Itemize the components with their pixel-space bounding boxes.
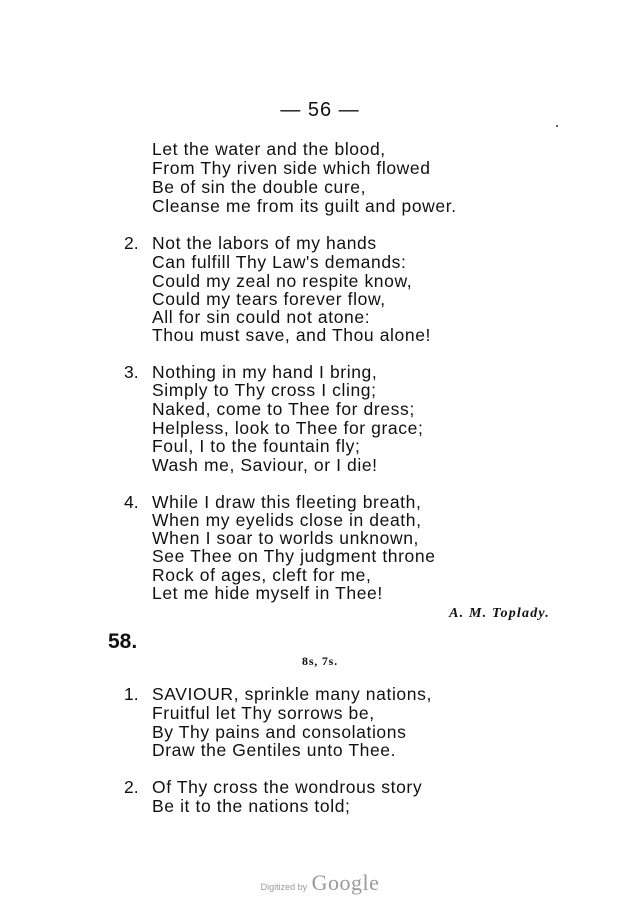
verse-line: By Thy pains and consolations <box>152 722 407 742</box>
digitized-by-label: Digitized by <box>260 882 308 892</box>
verse-line: Naked, come to Thee for dress; <box>152 399 415 419</box>
verse-line: Rock of ages, cleft for me, <box>152 565 372 585</box>
print-speck <box>556 125 558 127</box>
verse-line: Thou must save, and Thou alone! <box>152 325 431 345</box>
google-wordmark: Google <box>311 870 380 895</box>
page-number: — 56 — <box>280 99 360 121</box>
hymn-number: 58. <box>108 630 138 653</box>
verse-line: When I soar to worlds unknown, <box>152 528 420 548</box>
stanza-number: 1. <box>124 684 139 704</box>
verse-line: Fruitful let Thy sorrows be, <box>152 703 375 723</box>
verse-line: Be it to the nations told; <box>152 796 351 816</box>
verse-line: When my eyelids close in death, <box>152 510 422 530</box>
verse-line: Nothing in my hand I bring, <box>152 362 378 382</box>
verse-line: Let the water and the blood, <box>152 139 386 159</box>
digitization-watermark <box>0 870 640 896</box>
stanza-number: 2. <box>124 233 139 253</box>
verse-line: Be of sin the double cure, <box>152 177 367 197</box>
stanza-number: 3. <box>124 362 139 382</box>
verse-line: All for sin could not atone: <box>152 307 371 327</box>
verse-line: Draw the Gentiles unto Thee. <box>152 740 397 760</box>
verse-line: Foul, I to the fountain fly; <box>152 436 361 456</box>
author-attribution: A. M. Toplady. <box>449 606 550 621</box>
verse-line: While I draw this fleeting breath, <box>152 492 422 512</box>
stanza-number: 4. <box>124 492 139 512</box>
verse-line: SAVIOUR, sprinkle many nations, <box>152 684 432 704</box>
verse-line: Could my zeal no respite know, <box>152 271 413 291</box>
verse-line: Could my tears forever flow, <box>152 289 386 309</box>
verse-line: Cleanse me from its guilt and power. <box>152 196 457 216</box>
verse-line: See Thee on Thy judgment throne <box>152 546 436 566</box>
verse-line: Let me hide myself in Thee! <box>152 583 383 603</box>
hymn-meter: 8s, 7s. <box>302 654 338 668</box>
verse-line: Simply to Thy cross I cling; <box>152 380 377 400</box>
verse-line: Of Thy cross the wondrous story <box>152 777 423 797</box>
verse-line: From Thy riven side which flowed <box>152 158 431 178</box>
verse-line: Not the labors of my hands <box>152 233 377 253</box>
stanza-number: 2. <box>124 777 139 797</box>
verse-line: Wash me, Saviour, or I die! <box>152 455 378 475</box>
verse-line: Can fulfill Thy Law's demands: <box>152 252 407 272</box>
verse-line: Helpless, look to Thee for grace; <box>152 418 424 438</box>
